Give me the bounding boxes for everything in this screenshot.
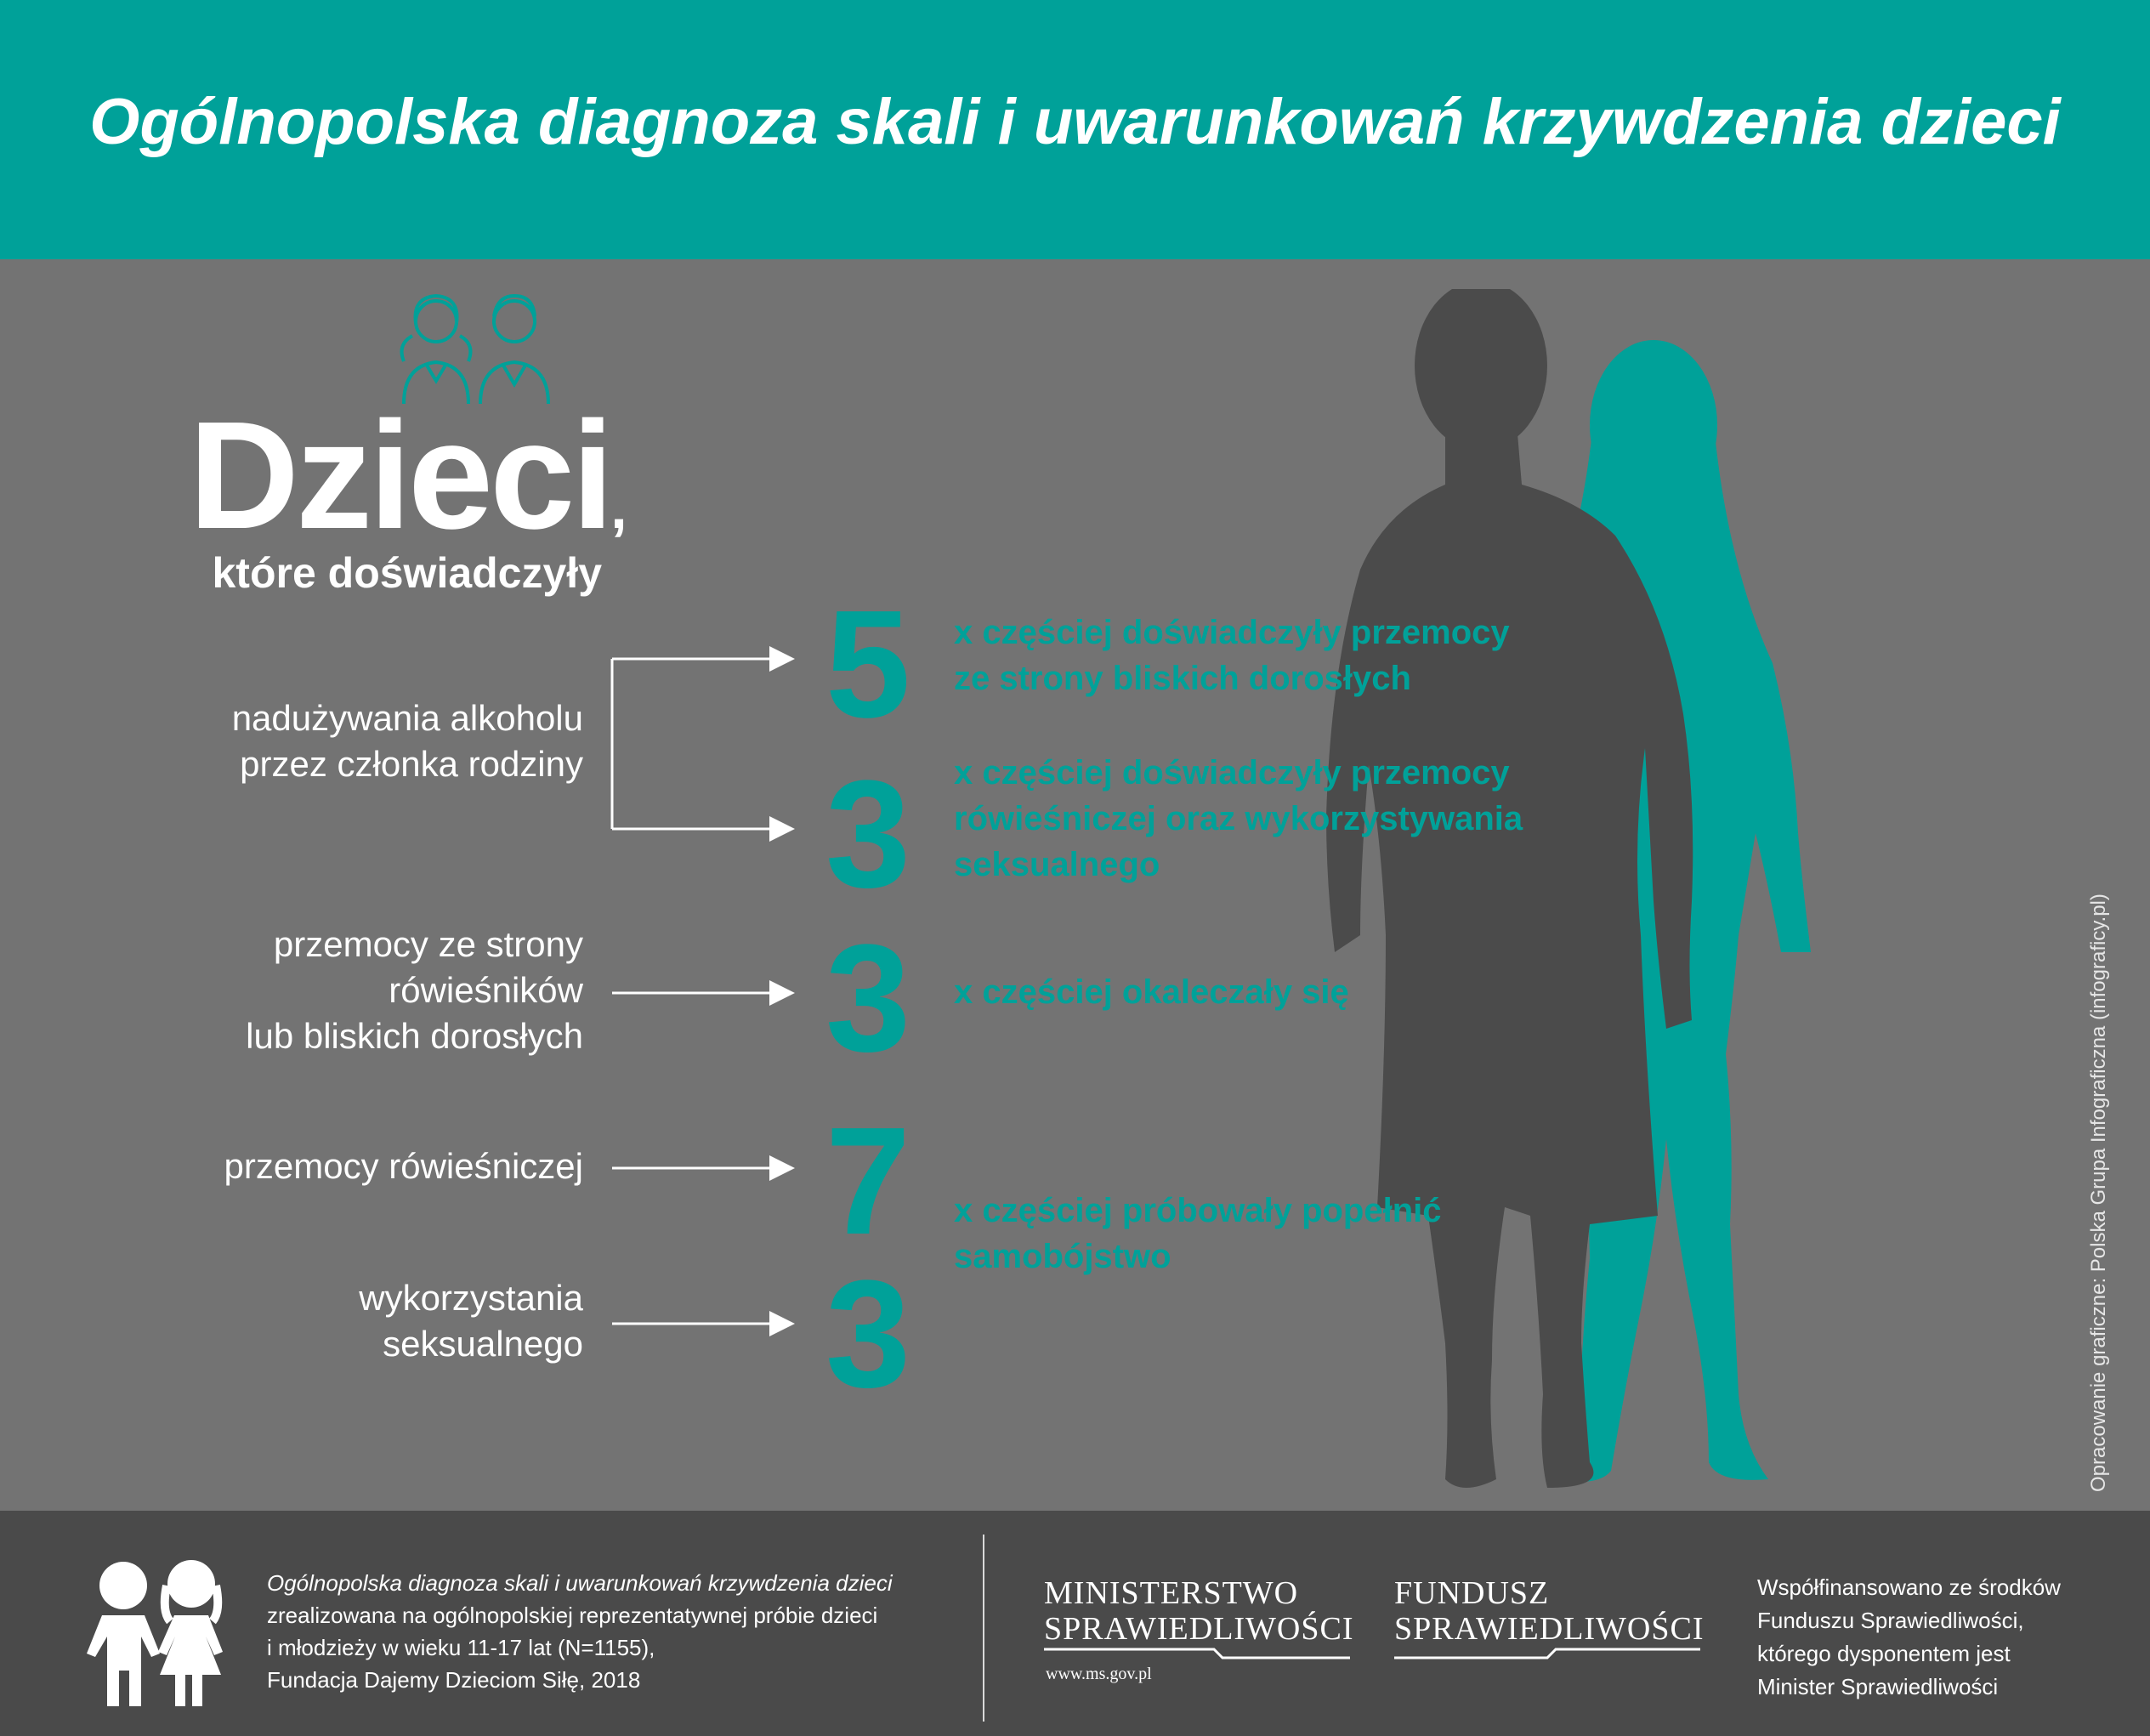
connector-arrows xyxy=(0,0,850,1445)
silhouettes xyxy=(1309,289,1853,1496)
stat-number-1: 5 xyxy=(825,579,911,750)
intro-title: Dzieci, xyxy=(189,390,624,561)
footer-study-info: Ogólnopolska diagnoza skali i uwarunkowań krzywdzenia dzieci zrealizowana na ogólnopolskiej reprezentatywnej próbie dzieci i młodzieży w wieku 11-17 lat (N=1155), Fundacja Dajemy Dzieciom Siłę, 2018 xyxy=(267,1570,893,1693)
footer-funding-note: Współfinansowano ze środków Funduszu Sprawiedliwości, którego dysponentem jest Minister Sprawiedliwości xyxy=(1757,1574,2061,1699)
ministry-logo: MINISTERSTWO SPRAWIEDLIWOŚCI xyxy=(1044,1575,1354,1647)
stat-number-4: 7 xyxy=(825,1096,911,1267)
stat-number-2: 3 xyxy=(825,749,911,920)
desc-suicide: x częściej próbowały popełnić samobójstwo xyxy=(954,1192,1442,1275)
intro-comma: , xyxy=(610,474,624,541)
label-peer-violence: przemocy rówieśniczej xyxy=(224,1146,583,1186)
graphic-credit: Opracowanie graficzne: Polska Grupa Infograficzna (infograficy.pl) xyxy=(2087,894,2110,1492)
footer-divider xyxy=(983,1535,984,1722)
desc-adult-violence: x częściej doświadczyły przemocy ze strony bliskich dorosłych xyxy=(954,614,1510,697)
stat-number-5: 3 xyxy=(825,1249,911,1420)
label-alcohol: nadużywania alkoholu przez członka rodziny xyxy=(231,698,583,784)
desc-peer-violence: x częściej doświadczyły przemocy rówieśniczej oraz wykorzystywania seksualnego xyxy=(954,754,1523,883)
page-title: Ogólnopolska diagnoza skali i uwarunkowań krzywdzenia dzieci xyxy=(89,86,2061,158)
desc-self-harm: x częściej okaleczały się xyxy=(954,973,1349,1011)
fund-logo: FUNDUSZ SPRAWIEDLIWOŚCI xyxy=(1394,1575,1705,1647)
ministry-logo-ribbon xyxy=(1044,1648,1350,1661)
children-footer-icon xyxy=(85,1552,230,1709)
stat-number-3: 3 xyxy=(825,913,911,1084)
label-violence: przemocy ze strony rówieśników lub bliskich dorosłych xyxy=(246,924,583,1056)
label-sexual-abuse: wykorzystania seksualnego xyxy=(359,1278,583,1364)
ministry-url: www.ms.gov.pl xyxy=(1046,1665,1152,1683)
intro-subtitle: które doświadczyły xyxy=(212,549,602,597)
fund-logo-ribbon xyxy=(1394,1648,1700,1661)
